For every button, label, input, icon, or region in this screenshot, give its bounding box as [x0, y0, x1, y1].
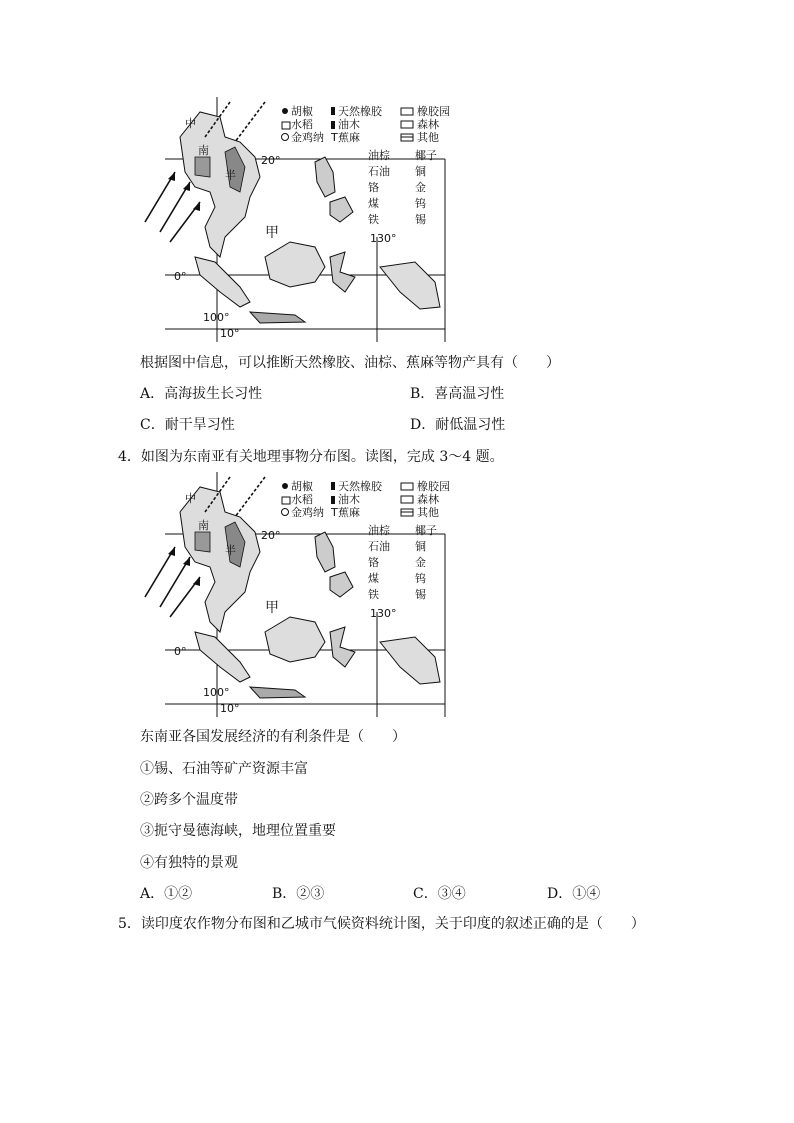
legend-senlin: 森林: [417, 118, 439, 131]
legend-jin: 金: [415, 181, 426, 194]
legend-jiaoma: 蕉麻: [338, 506, 360, 519]
q4-intro: 4．如图为东南亚有关地理事物分布图。读图，完成 3～4 题。: [118, 449, 504, 465]
legend-xiangjiaoyuan: 橡胶园: [417, 105, 450, 118]
southeast-asia-map-1: [165, 97, 450, 342]
label-ping: 半: [225, 544, 236, 557]
legend-youzong: 油棕: [368, 524, 390, 537]
q4-option-b[interactable]: B．②③: [272, 886, 325, 902]
legend-tie: 铁: [368, 213, 379, 226]
legend-wu: 钨: [415, 572, 426, 585]
legend-jinjina: 金鸡纳: [291, 506, 324, 519]
legend-mei: 煤: [368, 197, 379, 210]
legend-jin: 金: [415, 556, 426, 569]
label-lat0: 0°: [174, 645, 187, 658]
label-lat10: 10°: [220, 327, 240, 340]
legend-tie: 铁: [368, 588, 379, 601]
legend-tianranxiangjiao: 天然橡胶: [338, 105, 382, 118]
label-lat20: 20°: [261, 529, 281, 542]
q3-option-b[interactable]: B．喜高温习性: [410, 386, 505, 402]
q5-stem: 5．读印度农作物分布图和乙城市气候资料统计图，关于印度的叙述正确的是（ ）: [118, 916, 645, 932]
legend-youmu: 油木: [338, 493, 360, 506]
label-lon130: 130°: [370, 607, 397, 620]
q4-item-1: ①锡、石油等矿产资源丰富: [140, 761, 308, 777]
label-jia: 甲: [265, 600, 279, 616]
label-zhong: 中: [185, 117, 196, 130]
legend-youzong: 油棕: [368, 149, 390, 162]
legend-shuidao: 水稻: [291, 493, 313, 506]
legend-jinjina: 金鸡纳: [291, 131, 324, 144]
q4-option-c[interactable]: C．③④: [413, 886, 466, 902]
label-zhong: 中: [185, 492, 196, 505]
legend-yezi: 椰子: [415, 149, 437, 162]
q3-stem: 根据图中信息，可以推断天然橡胶、油棕、蕉麻等物产具有（ ）: [140, 355, 560, 371]
q4-option-a[interactable]: A．①②: [140, 886, 193, 902]
legend-qita: 其他: [417, 131, 439, 144]
legend-hujiao: 胡椒: [291, 105, 313, 118]
legend-tong: 铜: [415, 165, 426, 178]
legend-senlin: 森林: [417, 493, 439, 506]
q3-option-d[interactable]: D．耐低温习性: [410, 417, 506, 433]
map-1-svg: [165, 97, 450, 342]
legend-youmu: 油木: [338, 118, 360, 131]
legend-xi: 锡: [415, 588, 426, 601]
label-lon130: 130°: [370, 232, 397, 245]
label-nan: 南: [198, 144, 209, 157]
legend-xiangjiaoyuan: 橡胶园: [417, 480, 450, 493]
label-nan: 南: [198, 519, 209, 532]
label-lat20: 20°: [261, 154, 281, 167]
legend-symbol-jiaoma: T: [331, 131, 338, 144]
southeast-asia-map-2: [165, 472, 450, 717]
legend-mei: 煤: [368, 572, 379, 585]
label-lat0: 0°: [174, 270, 187, 283]
q4-item-2: ②跨多个温度带: [140, 792, 238, 808]
legend-ge: 铬: [368, 181, 379, 194]
legend-wu: 钨: [415, 197, 426, 210]
legend-tong: 铜: [415, 540, 426, 553]
map-2-svg: [165, 472, 450, 717]
legend-symbol-jiaoma: T: [331, 506, 338, 519]
legend-tianranxiangjiao: 天然橡胶: [338, 480, 382, 493]
q4-item-3: ③扼守曼德海峡，地理位置重要: [140, 823, 336, 839]
q3-option-a[interactable]: A．高海拔生长习性: [140, 386, 263, 402]
legend-hujiao: 胡椒: [291, 480, 313, 493]
label-lon100: 100°: [203, 686, 230, 699]
legend-jiaoma: 蕉麻: [338, 131, 360, 144]
label-ping: 半: [225, 169, 236, 182]
label-lat10: 10°: [220, 702, 240, 715]
q4-item-4: ④有独特的景观: [140, 855, 238, 871]
legend-ge: 铬: [368, 556, 379, 569]
q3-option-c[interactable]: C．耐干旱习性: [140, 417, 235, 433]
legend-xi: 锡: [415, 213, 426, 226]
label-jia: 甲: [265, 225, 279, 241]
legend-shiyou: 石油: [368, 165, 390, 178]
q4-option-d[interactable]: D．①④: [547, 886, 601, 902]
legend-qita: 其他: [417, 506, 439, 519]
legend-yezi: 椰子: [415, 524, 437, 537]
q4-stem: 东南亚各国发展经济的有利条件是（ ）: [140, 729, 406, 745]
legend-shuidao: 水稻: [291, 118, 313, 131]
legend-shiyou: 石油: [368, 540, 390, 553]
label-lon100: 100°: [203, 311, 230, 324]
